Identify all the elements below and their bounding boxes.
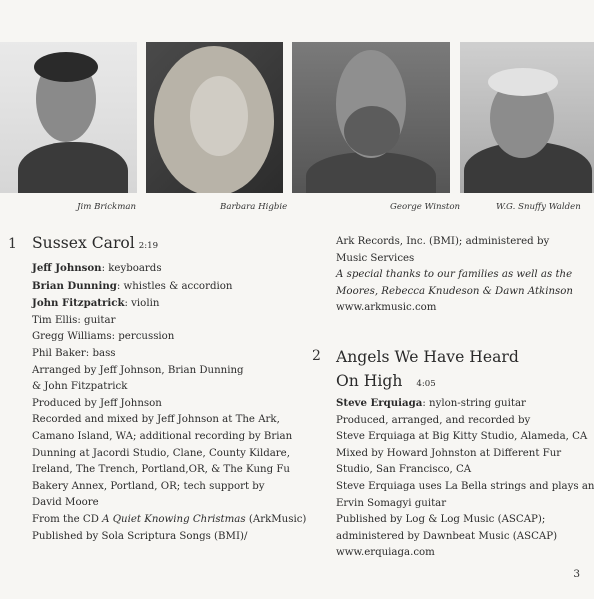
credit-name: Brian Dunning [32, 279, 117, 292]
caption-barbara-higbie: Barbara Higbie [220, 202, 288, 212]
text-line: Steve Erquiaga uses La Bella strings and plays an [336, 480, 594, 492]
page-number: 3 [573, 568, 580, 580]
track-2-title-line-2-text: On High [336, 372, 403, 390]
track-1-continued [336, 234, 573, 317]
publisher-line: Published by Sola Scriptura Songs (BMI)/ [32, 530, 248, 542]
text-line: Gregg Williams: percussion [32, 331, 175, 343]
website-link[interactable]: www.erquiaga.com [336, 547, 435, 559]
credit-role: : keyboards [101, 263, 162, 274]
text-line: Published by Log & Log Music (ASCAP); [336, 514, 546, 526]
track-2-title-line-2 [336, 369, 519, 396]
text-line: Steve Erquiaga at Big Kitty Studio, Alameda, CA [336, 431, 588, 443]
text-line: Arranged by Jeff Johnson, Brian Dunning [32, 364, 244, 376]
credit-line [32, 295, 306, 313]
track-2-number: 2 [312, 348, 321, 364]
text-line: Camano Island, WA; additional recording by Brian [32, 430, 293, 442]
album-line [32, 512, 306, 529]
thanks-line: Moores, Rebecca Knudeson & Dawn Atkinson [336, 285, 573, 297]
text-line: Bakery Annex, Portland, OR; tech support by [32, 480, 265, 492]
credit-name: John Fitzpatrick [32, 297, 125, 310]
text-line: Music Services [336, 252, 415, 264]
text-line: Dunning at Jacordi Studio, Clane, County Kildare, [32, 447, 290, 459]
track-1-title [32, 234, 158, 252]
credit-role: : whistles & accordion [116, 280, 233, 292]
text-line: Phil Baker: bass [32, 347, 116, 359]
text-line: Ireland, The Trench, Portland,OR, & The Kung Fu [32, 464, 290, 476]
track-1-title-text: Sussex Carol [32, 234, 135, 252]
track-1-credits [32, 260, 306, 545]
text-line: Tim Ellis: guitar [32, 314, 116, 326]
text-line: Produced, arranged, and recorded by [336, 414, 531, 426]
track-2-duration: 4:05 [416, 379, 436, 389]
text-line: & John Fitzpatrick [32, 381, 128, 393]
album-prefix: From the CD [32, 513, 103, 525]
credit-line [32, 278, 306, 296]
text-line: Mixed by Howard Johnston at Different Fur [336, 447, 562, 459]
credit-line [336, 395, 594, 413]
album-title: A Quiet Knowing Christmas [102, 513, 246, 525]
text-line: Ark Records, Inc. (BMI); administered by [336, 236, 550, 247]
credit-role: : violin [124, 298, 160, 310]
text-line: Ervin Somagyi guitar [336, 497, 447, 509]
caption-wg-snuffy-walden: W.G. Snuffy Walden [496, 202, 581, 212]
thanks-line: A special thanks to our families as well as the [336, 269, 573, 281]
text-line: Recorded and mixed by Jeff Johnson at The Ark, [32, 414, 280, 426]
photo-jim-brickman [0, 42, 137, 193]
track-2-credits [336, 395, 594, 562]
photo-wg-snuffy-walden [460, 42, 594, 193]
track-2-title-line-1: Angels We Have Heard [336, 348, 519, 366]
track-1-duration: 2:19 [138, 241, 159, 251]
website-link[interactable]: www.arkmusic.com [336, 302, 437, 314]
track-2-title [336, 345, 519, 396]
caption-jim-brickman: Jim Brickman [77, 202, 137, 212]
photo-barbara-higbie [146, 42, 283, 193]
text-line: administered by Dawnbeat Music (ASCAP) [336, 530, 558, 542]
caption-george-winston: George Winston [390, 202, 461, 212]
credit-line [32, 260, 306, 278]
text-line: Studio, San Francisco, CA [336, 464, 472, 476]
text-line: Produced by Jeff Johnson [32, 397, 162, 409]
track-1-number: 1 [8, 236, 17, 252]
photo-george-winston [292, 42, 450, 193]
credit-name: Jeff Johnson [32, 262, 102, 274]
credit-role: : nylon-string guitar [422, 398, 526, 409]
credit-name: Steve Erquiaga [336, 397, 423, 409]
text-line: David Moore [32, 497, 99, 509]
album-label: (ArkMusic) [245, 513, 307, 525]
